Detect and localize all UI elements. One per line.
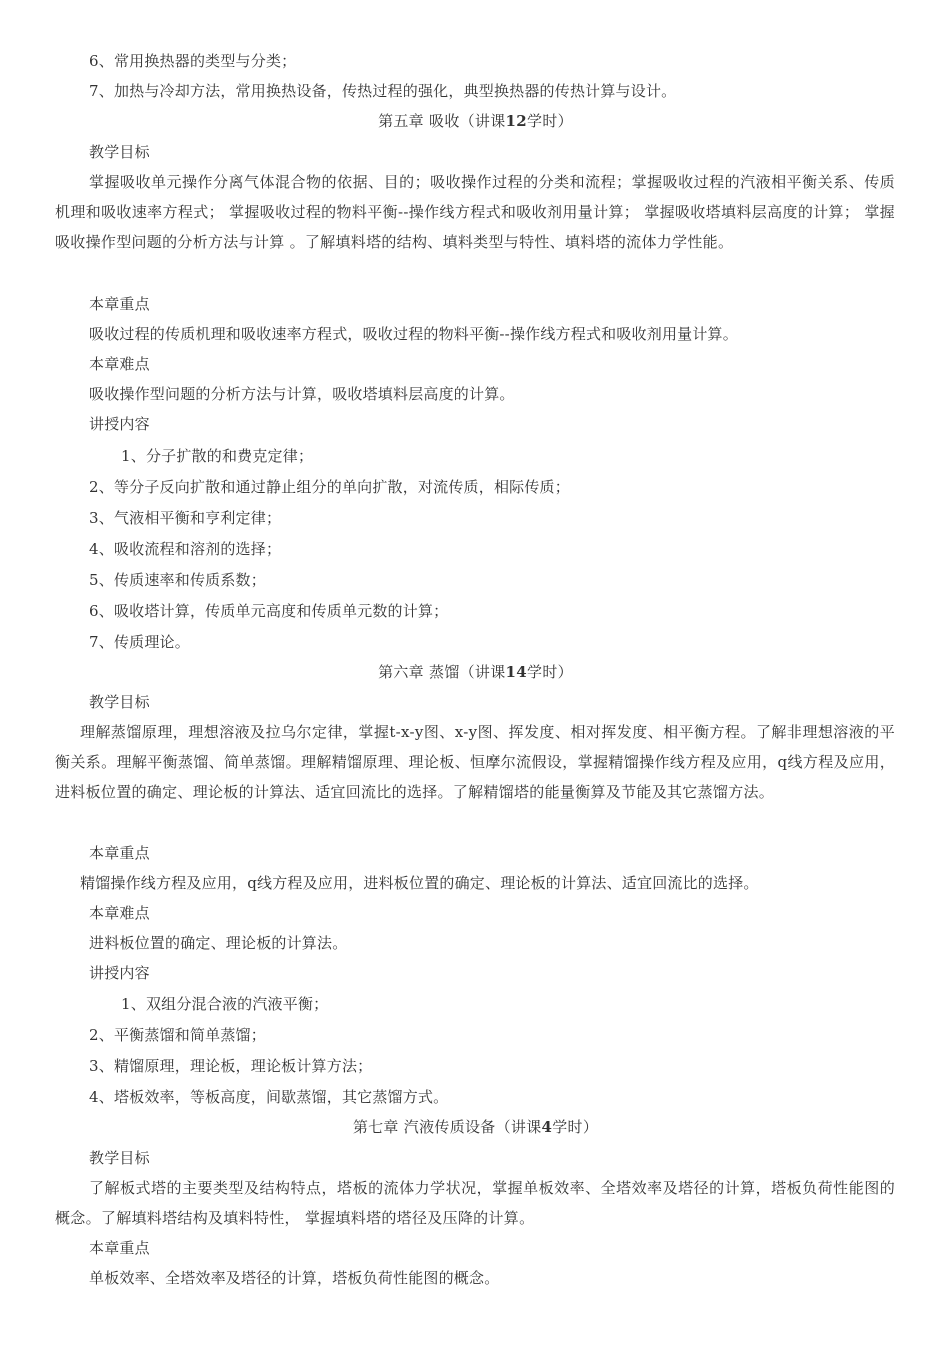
list-item: 2、等分子反向扩散和通过静止组分的单向扩散，对流传质，相际传质； bbox=[89, 478, 570, 496]
chapter7-heading-suffix: 学时） bbox=[552, 1118, 599, 1136]
chapter5-key-label: 本章重点 bbox=[89, 295, 150, 313]
chapter5-difficult-text: 吸收操作型问题的分析方法与计算，吸收塔填料层高度的计算。 bbox=[89, 385, 515, 403]
chapter6-heading bbox=[0, 662, 951, 682]
chapter5-heading-text: 第五章 吸收（讲课 bbox=[378, 112, 506, 130]
chapter6-objectives-label: 教学目标 bbox=[89, 693, 150, 711]
list-item: 3、气液相平衡和亨利定律； bbox=[89, 509, 282, 527]
chapter7-objectives-label: 教学目标 bbox=[89, 1149, 150, 1167]
chapter5-difficult-label: 本章难点 bbox=[89, 355, 150, 373]
chapter5-key-text: 吸收过程的传质机理和吸收速率方程式，吸收过程的物料平衡--操作线方程式和吸收剂用量计算。 bbox=[89, 325, 738, 343]
list-item: 5、传质速率和传质系数； bbox=[89, 571, 266, 589]
list-item: 1、双组分混合液的汽液平衡； bbox=[121, 995, 329, 1013]
list-item: 4、吸收流程和溶剂的选择； bbox=[89, 540, 282, 558]
chapter5-objectives-text: 掌握吸收单元操作分离气体混合物的依据、目的；吸收操作过程的分类和流程；掌握吸收过程的汽液相平衡关系、传质机理和吸收速率方程式； 掌握吸收过程的物料平衡--操作线方程式和吸收剂用量计算； 掌握吸收塔填料层高度的计算； 掌握吸收操作型问题的分析方法与计算 。了解填料塔的结构、填料类型与特性、填料塔的流体力学性能。 bbox=[55, 173, 895, 251]
list-item: 7、加热与冷却方法，常用换热设备，传热过程的强化，典型换热器的传热计算与设计。 bbox=[89, 82, 677, 100]
chapter6-difficult-label: 本章难点 bbox=[89, 904, 150, 922]
chapter7-heading bbox=[0, 1117, 951, 1137]
list-item: 6、吸收塔计算，传质单元高度和传质单元数的计算； bbox=[89, 602, 449, 620]
list-item: 6、常用换热器的类型与分类； bbox=[89, 52, 297, 70]
chapter5-heading bbox=[0, 111, 951, 131]
chapter6-heading-suffix: 学时） bbox=[527, 663, 573, 681]
list-item: 2、平衡蒸馏和简单蒸馏； bbox=[89, 1026, 266, 1044]
chapter7-key-text: 单板效率、全塔效率及塔径的计算，塔板负荷性能图的概念。 bbox=[89, 1269, 500, 1287]
chapter5-heading-suffix: 学时） bbox=[527, 112, 573, 130]
chapter5-content-label: 讲授内容 bbox=[89, 415, 150, 433]
list-item: 1、分子扩散的和费克定律； bbox=[121, 447, 314, 465]
list-item: 4、塔板效率，等板高度，间歇蒸馏，其它蒸馏方式。 bbox=[89, 1088, 449, 1106]
chapter7-heading-hours: 4 bbox=[541, 1118, 553, 1136]
chapter6-content-label: 讲授内容 bbox=[89, 964, 150, 982]
list-item: 7、传质理论。 bbox=[89, 633, 190, 651]
chapter6-key-label: 本章重点 bbox=[89, 844, 150, 862]
list-item: 3、精馏原理，理论板，理论板计算方法； bbox=[89, 1057, 373, 1075]
chapter6-heading-hours: 14 bbox=[505, 663, 528, 681]
chapter7-key-label: 本章重点 bbox=[89, 1239, 150, 1257]
chapter6-objectives-text: 理解蒸馏原理，理想溶液及拉乌尔定律，掌握t-x-y图、x-y图、挥发度、相对挥发度、相平衡方程。了解非理想溶液的平衡关系。理解平衡蒸馏、简单蒸馏。理解精馏原理、理论板、恒摩尔流假设，掌握精馏操作线方程及应用，q线方程及应用，进料板位置的确定、理论板的计算法、适宜回流比的选择。了解精馏塔的能量衡算及节能及其它蒸馏方法。 bbox=[55, 723, 895, 801]
chapter7-heading-text: 第七章 汽液传质设备（讲课 bbox=[352, 1118, 542, 1136]
chapter5-heading-hours: 12 bbox=[505, 112, 528, 130]
chapter6-heading-text: 第六章 蒸馏（讲课 bbox=[378, 663, 506, 681]
chapter7-objectives-text: 了解板式塔的主要类型及结构特点，塔板的流体力学状况，掌握单板效率、全塔效率及塔径的计算，塔板负荷性能图的概念。了解填料塔结构及填料特性， 掌握填料塔的塔径及压降的计算。 bbox=[55, 1179, 895, 1227]
chapter6-difficult-text: 进料板位置的确定、理论板的计算法。 bbox=[89, 934, 348, 952]
chapter6-key-text: 精馏操作线方程及应用，q线方程及应用，进料板位置的确定、理论板的计算法、适宜回流比的选择。 bbox=[80, 874, 759, 892]
chapter5-objectives-label: 教学目标 bbox=[89, 143, 150, 161]
